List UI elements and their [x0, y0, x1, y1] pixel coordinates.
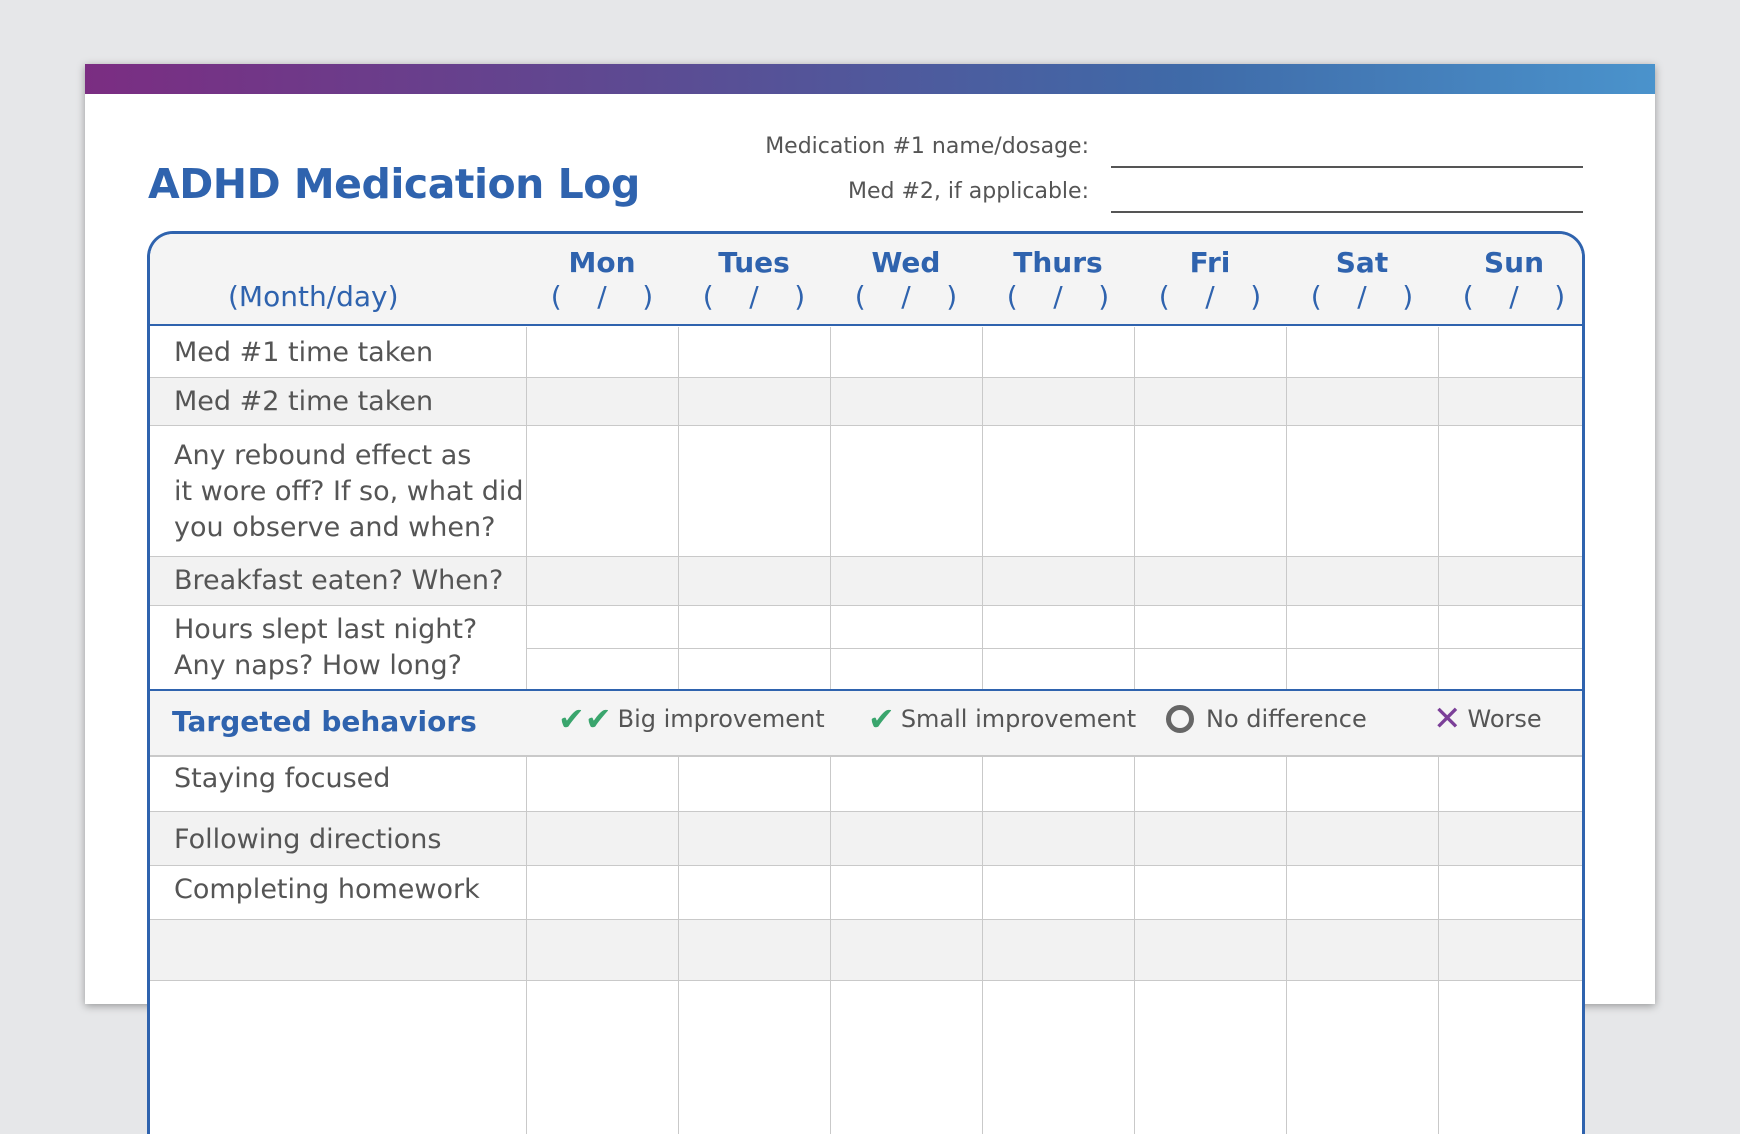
date-slot[interactable]: ( / ): [1310, 280, 1414, 313]
x-icon: ✕: [1433, 699, 1462, 739]
legend-small-improvement: [868, 700, 1137, 738]
med2-label: Med #2, if applicable:: [848, 179, 1089, 204]
med1-blank-line[interactable]: [1111, 166, 1583, 168]
column-divider: [526, 755, 527, 1134]
day-header-sun: [1438, 246, 1585, 313]
table-header-row: [150, 234, 1582, 326]
legend-no-difference: [1166, 705, 1367, 733]
day-name: Thurs: [1013, 246, 1103, 279]
page-title: ADHD Medication Log: [148, 160, 640, 208]
row-label: Any rebound effect as it wore off? If so, what did you observe and when?: [174, 440, 524, 543]
column-divider: [1286, 327, 1287, 689]
date-slot[interactable]: ( / ): [1006, 280, 1110, 313]
legend-label: Worse: [1467, 705, 1542, 733]
med2-field[interactable]: [685, 179, 1585, 213]
legend-worse: [1433, 699, 1542, 739]
row-label: Med #1 time taken: [174, 337, 434, 368]
double-check-icon: ✔✔: [558, 700, 612, 738]
date-slot[interactable]: ( / ): [854, 280, 958, 313]
day-header-mon: [526, 246, 678, 313]
table-row: [150, 426, 1582, 557]
row-label: Breakfast eaten? When?: [174, 565, 504, 596]
check-icon: ✔: [868, 700, 895, 738]
table-row: [150, 755, 1582, 812]
day-name: Wed: [871, 246, 941, 279]
column-divider: [1134, 755, 1135, 1134]
day-header-thurs: [982, 246, 1134, 313]
column-divider: [982, 327, 983, 689]
legend-label: No difference: [1206, 705, 1367, 733]
log-sheet: [85, 64, 1655, 1004]
column-divider: [1134, 327, 1135, 689]
day-header-fri: [1134, 246, 1286, 313]
table-row: [150, 327, 1582, 378]
med1-field[interactable]: [685, 134, 1585, 168]
column-divider: [1286, 755, 1287, 1134]
row-label: Completing homework: [174, 874, 480, 905]
row-label: Following directions: [174, 824, 442, 855]
half-row-divider: [526, 648, 1585, 649]
table-row: [150, 557, 1582, 606]
date-slot[interactable]: ( / ): [702, 280, 806, 313]
column-divider: [982, 755, 983, 1134]
day-name: Sat: [1335, 246, 1389, 279]
day-header-tues: [678, 246, 830, 313]
row-label: Hours slept last night? Any naps? How long?: [174, 614, 478, 681]
table-row: [150, 920, 1582, 981]
day-name: Sun: [1483, 246, 1545, 279]
gradient-bar: [85, 64, 1655, 94]
date-label: (Month/day): [228, 280, 399, 313]
date-slot[interactable]: ( / ): [1158, 280, 1262, 313]
circle-icon: [1166, 705, 1194, 733]
column-divider: [526, 327, 527, 689]
row-label: Staying focused: [174, 763, 391, 794]
day-name: Tues: [718, 246, 790, 279]
log-table: [147, 231, 1585, 1134]
day-name: Mon: [568, 246, 636, 279]
med1-label: Medication #1 name/dosage:: [765, 134, 1089, 159]
legend-big-improvement: [558, 700, 825, 738]
legend-row: [150, 689, 1582, 757]
day-header-wed: [830, 246, 982, 313]
table-row: [150, 378, 1582, 426]
column-divider: [678, 327, 679, 689]
day-header-sat: [1286, 246, 1438, 313]
behaviors-header: Targeted behaviors: [172, 705, 477, 738]
row-label: Med #2 time taken: [174, 386, 434, 417]
legend-label: Big improvement: [617, 705, 825, 733]
column-divider: [830, 755, 831, 1134]
column-divider: [1438, 755, 1439, 1134]
day-name: Fri: [1189, 246, 1231, 279]
table-row: [150, 866, 1582, 920]
table-row: [150, 812, 1582, 866]
column-divider: [830, 327, 831, 689]
column-divider: [678, 755, 679, 1134]
date-slot[interactable]: ( / ): [550, 280, 654, 313]
date-slot[interactable]: ( / ): [1462, 280, 1566, 313]
column-divider: [1438, 327, 1439, 689]
med2-blank-line[interactable]: [1111, 211, 1583, 213]
legend-label: Small improvement: [900, 705, 1137, 733]
